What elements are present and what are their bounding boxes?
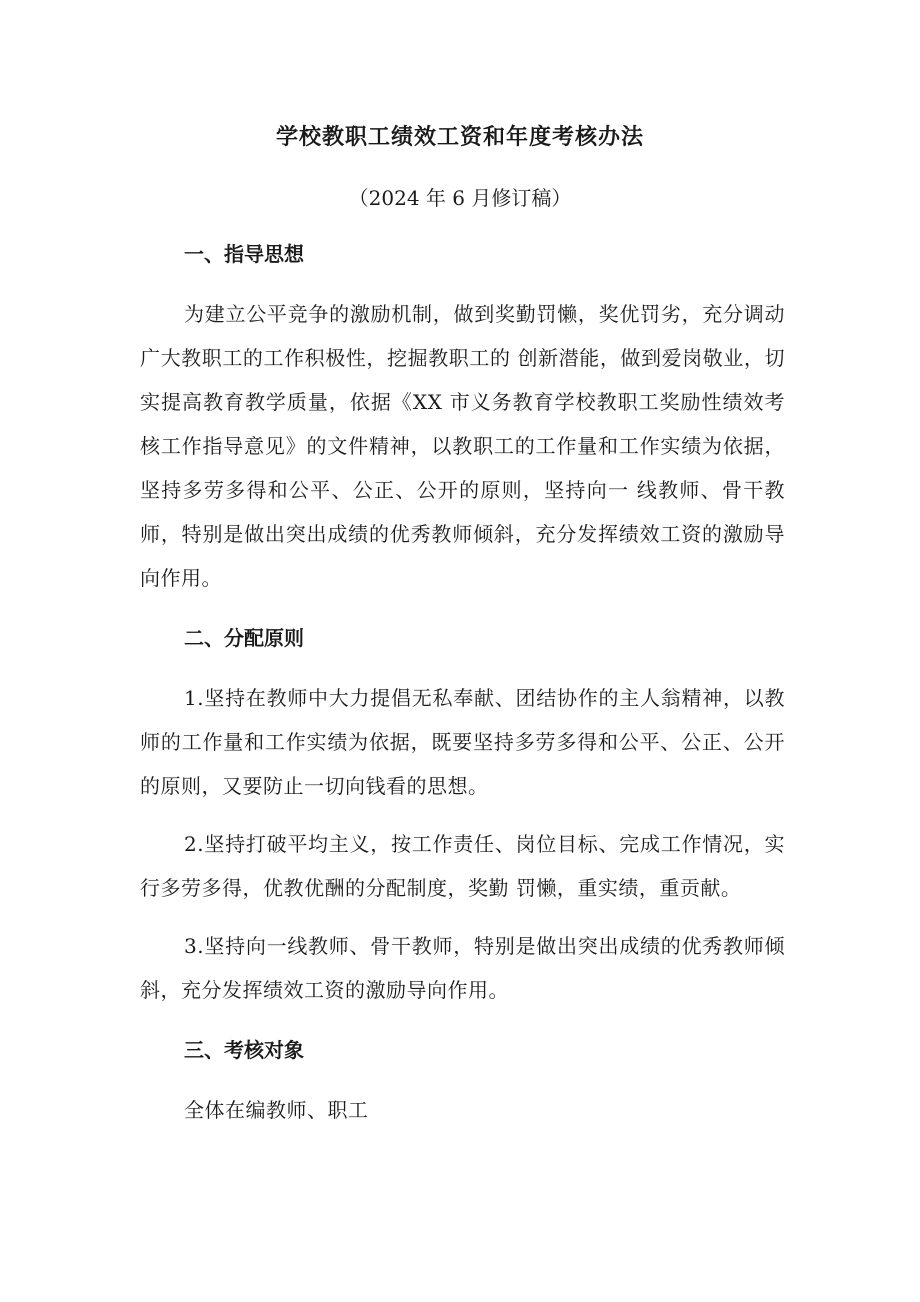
document-subtitle: （2024 年 6 月修订稿）	[348, 186, 572, 210]
section-paragraph: 全体在编教师、职工	[184, 1098, 369, 1122]
section-paragraph: 为建立公平竞争的激励机制，做到奖勤罚懒，奖优罚劣，充分调动广大教职工的工作积极性，挖掘教职工的 创新潜能，做到爱岗敬业，切实提高教育教学质量，依据《XX 市义务教育学校教职工奖励性绩效考核工作指导意见》的文件精神，以教职工的工作量和工作实绩为依据，坚持多劳多得和公平、公正、公开的原则，坚持向一 线教师、骨干教师，特别是做出突出成绩的优秀教师倾斜，充分发挥绩效工资的激励导向作用。	[140, 302, 785, 590]
section-heading: 三、考核对象	[184, 1038, 304, 1062]
section-distribution-principles	[140, 620, 785, 1012]
document-body	[140, 236, 785, 1132]
section-guiding-ideology	[140, 236, 785, 600]
section-heading: 一、指导思想	[184, 242, 304, 266]
document-title: 学校教职工绩效工资和年度考核办法	[275, 125, 644, 150]
section-paragraph: 3.坚持向一线教师、骨干教师，特别是做出突出成绩的优秀教师倾斜，充分发挥绩效工资的激励导向作用。	[140, 934, 785, 1002]
section-heading: 二、分配原则	[184, 626, 304, 650]
section-paragraph: 1.坚持在教师中大力提倡无私奉献、团结协作的主人翁精神，以教师的工作量和工作实绩为依据，既要坚持多劳多得和公平、公正、公开的原则，又要防止一切向钱看的思想。	[140, 686, 785, 798]
section-paragraph: 2.坚持打破平均主义，按工作责任、岗位目标、完成工作情况，实行多劳多得，优教优酬的分配制度，奖勤 罚懒，重实绩，重贡献。	[140, 832, 785, 900]
section-assessment-targets	[140, 1032, 785, 1132]
